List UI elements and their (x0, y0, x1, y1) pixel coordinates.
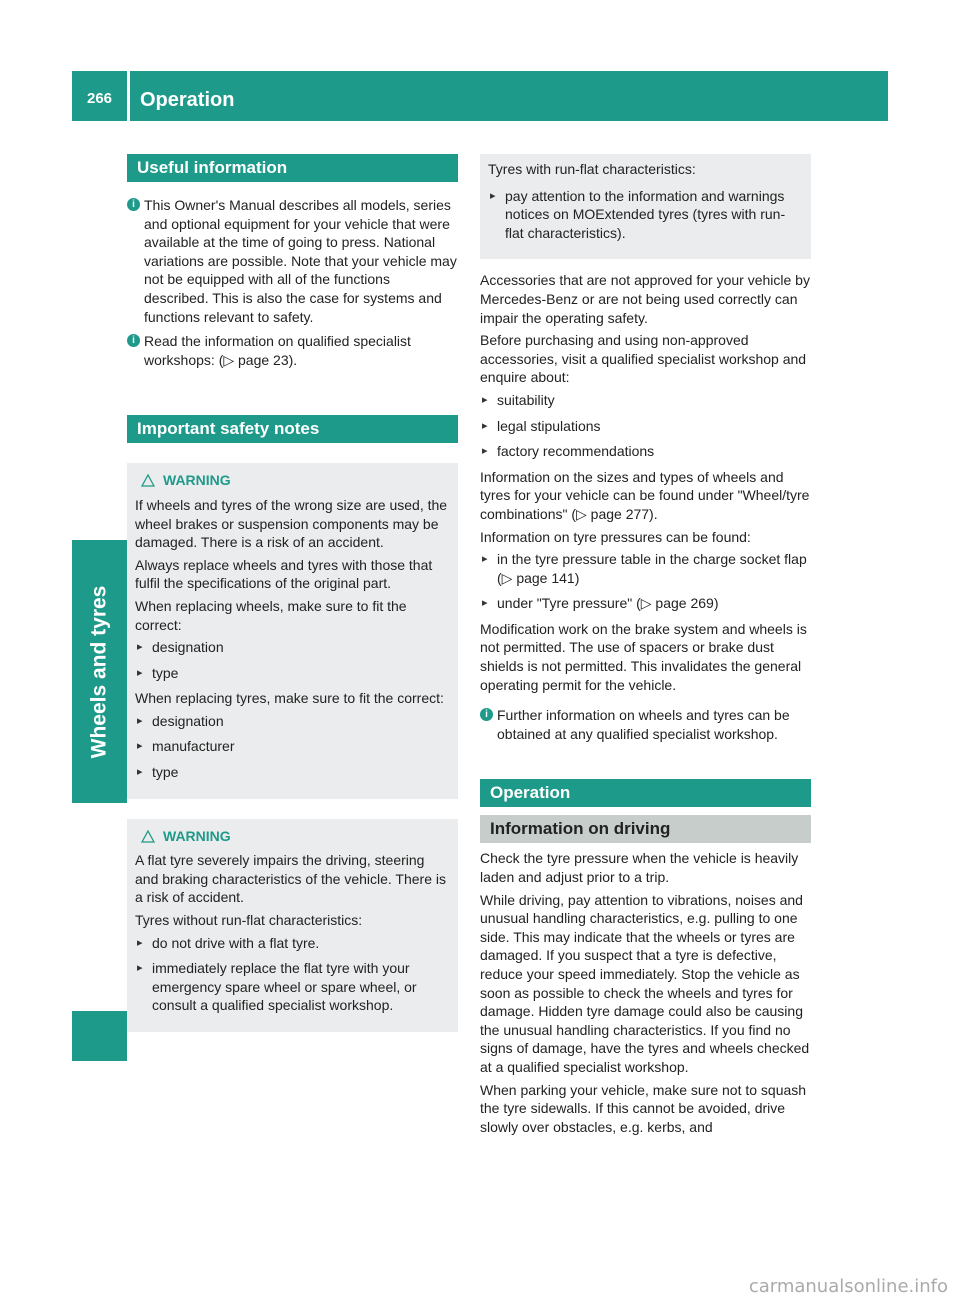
subsection-information-on-driving: Information on driving (480, 815, 811, 843)
page-title: Operation (140, 89, 235, 111)
page-number: 266 (86, 90, 113, 107)
list-item: ▸ manufacturer (135, 737, 450, 756)
info-note: i This Owner's Manual describes all models, series and optional equipment for your vehicle that were available at the time of going to press. National variations are possible. Note that your vehicle may not be equipped with all of the functions described. This is also the case for systems and functions relevant to safety. (127, 196, 458, 326)
section-useful-information: Useful information (127, 154, 458, 182)
bullet-list (480, 550, 811, 613)
info-icon: i (480, 708, 493, 721)
watermark: carmanualsonline.info (748, 1276, 948, 1297)
warning-box (127, 819, 458, 1032)
info-note: i Read the information on qualified specialist workshops: (▷ page 23). (127, 332, 458, 369)
list-item: ▸ type (135, 664, 450, 683)
side-tab-label: Wheels and tyres (87, 585, 111, 758)
header-divider (127, 71, 130, 121)
warning-text: Tyres without run-flat characteristics: (135, 912, 363, 929)
bullet-list (488, 187, 803, 243)
body-text: Information on the sizes and types of wheels and tyres for your vehicle can be found under "Wheel/tyre combinations" (▷ page 277). (480, 468, 810, 522)
section-operation: Operation (480, 779, 811, 807)
warning-heading: WARNING (141, 827, 450, 846)
bullet-list (135, 712, 450, 782)
body-text: While driving, pay attention to vibrations, noises and unusual handling characteristics, e.g. pulling to one side. This may indicate that the wheels or tyres are damaged. If you suspect that a tyre is defective, reduce your speed immediately. Stop the vehicle as soon as possible to check the wheels and tyres for damage. Hidden tyre damage could also be causing the unusual handling characteristics. If you find no signs of damage, have the tyres and wheels checked at a qualified specialist workshop. (480, 891, 810, 1075)
warning-heading: WARNING (141, 471, 450, 490)
bullet-list (135, 934, 450, 1015)
warning-box (127, 463, 458, 798)
list-item: ▸ pay attention to the information and warnings notices on MOExtended tyres (tyres with run-flat characteristics). (488, 187, 803, 243)
body-text: When parking your vehicle, make sure not to squash the tyre sidewalls. If this cannot be avoided, drive slowly over obstacles, e.g. kerbs, and (480, 1081, 807, 1135)
warning-text: When replacing tyres, make sure to fit the correct: (135, 690, 444, 707)
info-note: i Further information on wheels and tyres can be obtained at any qualified specialist workshop. (480, 706, 811, 743)
info-icon: i (127, 334, 140, 347)
body-text: Modification work on the brake system and wheels is not permitted. The use of spacers or brake dust shields is not permitted. This invalidates the general operating permit for the vehicle. (480, 620, 807, 693)
list-item: ▸ do not drive with a flat tyre. (135, 934, 450, 953)
body-text: Before purchasing and using non-approved accessories, visit a qualified specialist workshop and enquire about: (480, 332, 807, 386)
list-item: ▸ suitability (480, 391, 811, 410)
warning-text: If wheels and tyres of the wrong size are used, the wheel brakes or suspension components may be damaged. There is a risk of an accident. (135, 496, 448, 551)
warning-triangle-icon (141, 474, 155, 487)
list-item: ▸ factory recommendations (480, 442, 811, 461)
list-item: ▸ designation (135, 712, 450, 731)
list-item: ▸ immediately replace the flat tyre with your emergency spare wheel or spare wheel, or consult a qualified specialist workshop. (135, 959, 450, 1015)
list-item: ▸ in the tyre pressure table in the charge socket flap (▷ page 141) (480, 550, 811, 587)
warning-triangle-icon (141, 830, 155, 843)
side-tab-label-wrap (72, 540, 127, 803)
list-item: ▸ under "Tyre pressure" (▷ page 269) (480, 594, 811, 613)
body-text: Information on tyre pressures can be found: (480, 528, 751, 545)
info-icon: i (127, 198, 140, 211)
warning-text: A flat tyre severely impairs the driving, steering and braking characteristics of the vehicle. There is a risk of accident. (135, 852, 447, 906)
section-important-safety-notes: Important safety notes (127, 415, 458, 443)
right-column (480, 154, 811, 1140)
warning-text: Always replace wheels and tyres with those that fulfil the specifications of the original part. (135, 556, 433, 592)
body-text: Accessories that are not approved for your vehicle by Mercedes-Benz or are not being used correctly can impair the operating safety. (480, 272, 810, 326)
warning-text: When replacing wheels, make sure to fit the correct: (135, 597, 407, 633)
body-text: Check the tyre pressure when the vehicle is heavily laden and adjust prior to a trip. (480, 850, 799, 886)
side-marker (72, 1011, 127, 1061)
bullet-list (480, 391, 811, 461)
runflat-intro: Tyres with run-flat characteristics: (488, 161, 696, 177)
list-item: ▸ designation (135, 638, 450, 657)
bullet-list (135, 638, 450, 682)
list-item: ▸ legal stipulations (480, 417, 811, 436)
left-column (127, 154, 458, 1032)
runflat-box (480, 154, 811, 259)
list-item: ▸ type (135, 763, 450, 782)
